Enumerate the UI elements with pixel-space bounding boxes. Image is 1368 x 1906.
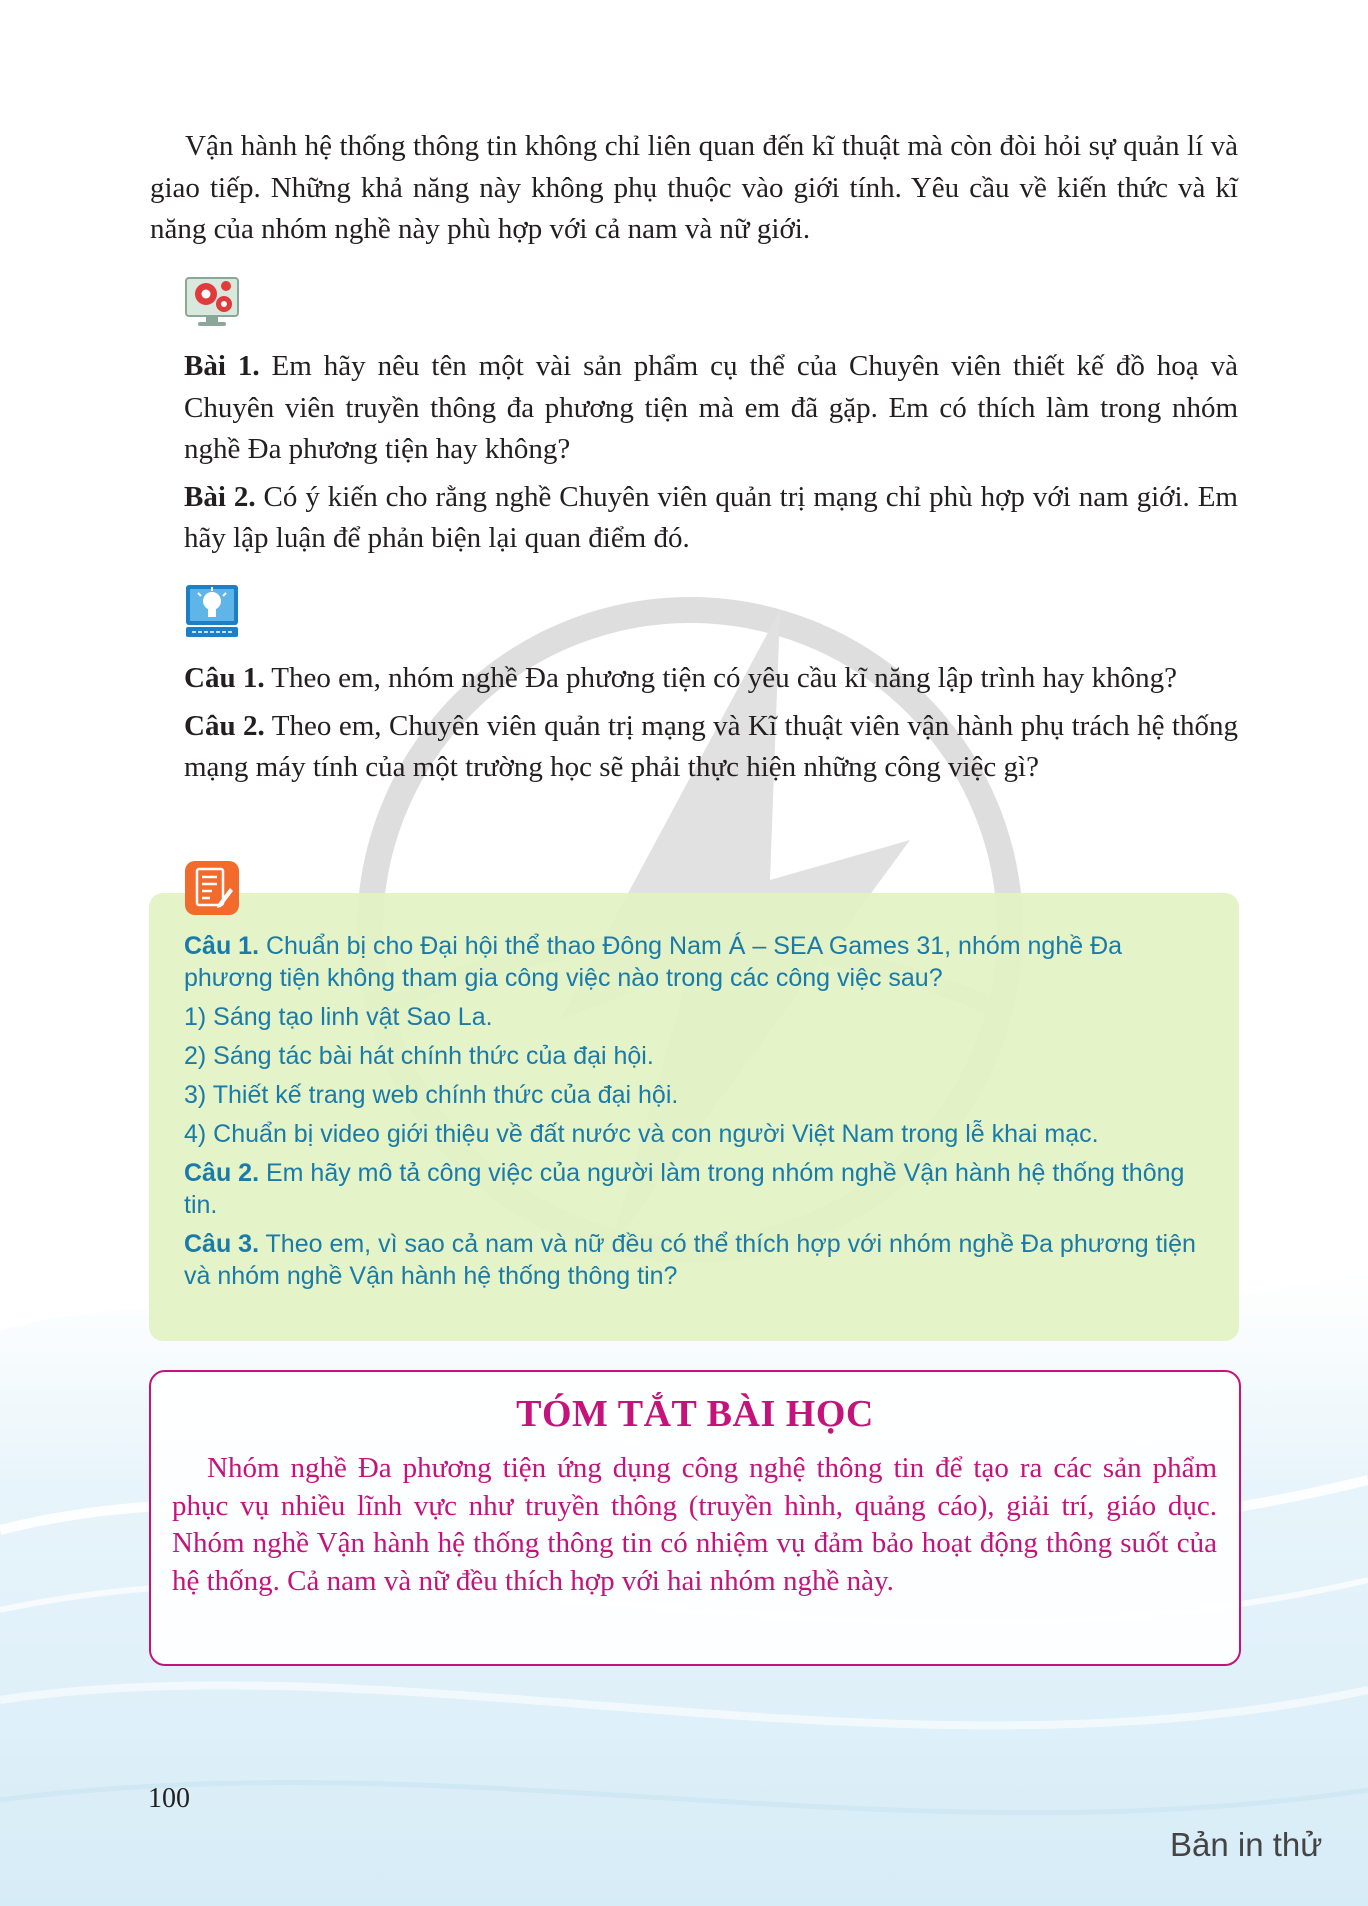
- checklist-pencil-icon: [184, 860, 240, 916]
- apply-item-2: [184, 706, 1238, 789]
- lightbulb-monitor-icon: [184, 583, 240, 639]
- check-option-2: 2) Sáng tác bài hát chính thức của đại hội.: [184, 1042, 654, 1070]
- check-question-3: [184, 1228, 1214, 1292]
- practice-item-1: [184, 346, 1238, 471]
- page-number: 100: [148, 1783, 190, 1814]
- practice-section: [184, 346, 1238, 566]
- summary-text: Nhóm nghề Đa phương tiện ứng dụng công nghệ thông tin để tạo ra các sản phẩm phục vụ nhiều lĩnh vực như truyền thông (truyền hình, quảng cáo), giải trí, giáo dục. Nhóm nghề Vận hành hệ thống thông tin có nhiệm vụ đảm bảo hoạt động thông suốt của hệ thống. Cả nam và nữ đều thích hợp với hai nhóm nghề này.: [172, 1452, 1217, 1597]
- apply-section: [184, 658, 1238, 795]
- check-question-2-label: Câu 2.: [184, 1159, 260, 1187]
- check-option-3: 3) Thiết kế trang web chính thức của đại hội.: [184, 1081, 679, 1109]
- gears-monitor-icon: [184, 274, 240, 330]
- apply-item-1-text: Theo em, nhóm nghề Đa phương tiện có yêu cầu kĩ năng lập trình hay không?: [264, 662, 1177, 694]
- check-question-3-text: Theo em, vì sao cả nam và nữ đều có thể thích hợp với nhóm nghề Đa phương tiện và nhóm nghề Vận hành hệ thống thông tin?: [184, 1230, 1196, 1290]
- check-question-1-text: Chuẩn bị cho Đại hội thể thao Đông Nam Á – SEA Games 31, nhóm nghề Đa phương tiện không tham gia công việc nào trong các công việc sau?: [184, 932, 1123, 992]
- check-question-3-label: Câu 3.: [184, 1230, 260, 1258]
- apply-item-2-label: Câu 2.: [184, 709, 265, 742]
- check-option-1: 1) Sáng tạo linh vật Sao La.: [184, 1003, 493, 1031]
- draft-label: Bản in thử: [1170, 1826, 1323, 1863]
- check-question-1-label: Câu 1.: [184, 932, 260, 960]
- practice-item-1-text: Em hãy nêu tên một vài sản phẩm cụ thể của Chuyên viên thiết kế đồ hoạ và Chuyên viên truyền thông đa phương tiện mà em đã gặp. Em có thích làm trong nhóm nghề Đa phương tiện hay không?: [184, 350, 1238, 465]
- practice-item-2-label: Bài 2.: [184, 480, 256, 513]
- apply-item-2-text: Theo em, Chuyên viên quản trị mạng và Kĩ thuật viên vận hành phụ trách hệ thống mạng máy tính của một trường học sẽ phải thực hiện những công việc gì?: [184, 709, 1238, 783]
- practice-item-2-text: Có ý kiến cho rằng nghề Chuyên viên quản trị mạng chỉ phù hợp với nam giới. Em hãy lập luận để phản biện lại quan điểm đó.: [184, 480, 1238, 554]
- check-question-2: [184, 1157, 1214, 1221]
- practice-item-1-label: Bài 1.: [184, 350, 260, 382]
- practice-item-2: [184, 477, 1238, 560]
- check-option-4: 4) Chuẩn bị video giới thiệu về đất nước và con người Việt Nam trong lễ khai mạc.: [184, 1120, 1099, 1148]
- intro-paragraph: Vận hành hệ thống thông tin không chỉ liên quan đến kĩ thuật mà còn đòi hỏi sự quản lí và giao tiếp. Những khả năng này không phụ thuộc vào giới tính. Yêu cầu về kiến thức và kĩ năng của nhóm nghề này phù hợp với cả nam và nữ giới.: [150, 130, 1238, 245]
- summary-title: TÓM TẮT BÀI HỌC: [516, 1393, 874, 1435]
- self-check-questions: [184, 930, 1214, 1299]
- apply-item-1: [184, 658, 1238, 700]
- check-question-1: [184, 930, 1214, 994]
- check-question-2-text: Em hãy mô tả công việc của người làm trong nhóm nghề Vận hành hệ thống thông tin.: [184, 1159, 1185, 1219]
- apply-item-1-label: Câu 1.: [184, 662, 265, 694]
